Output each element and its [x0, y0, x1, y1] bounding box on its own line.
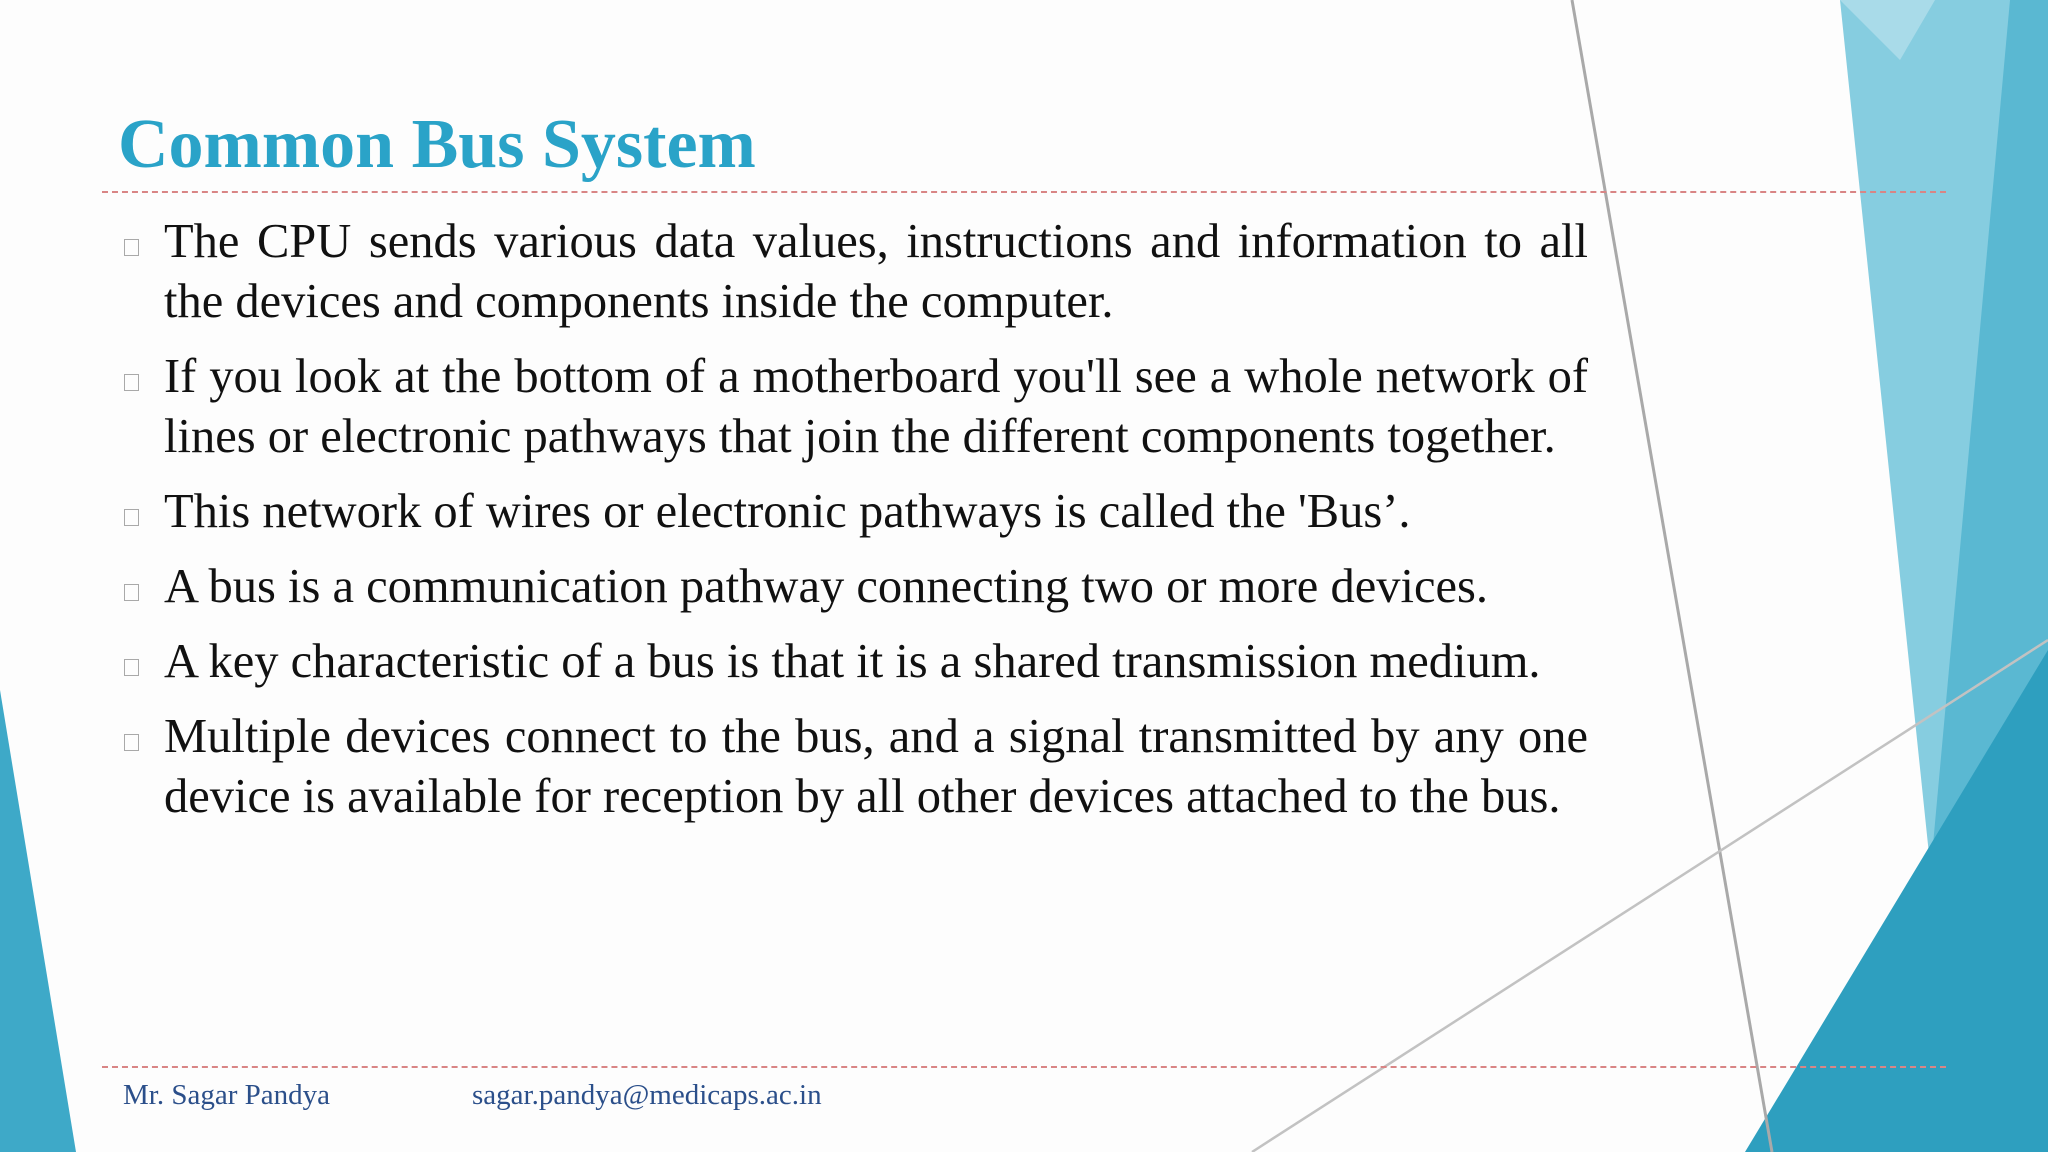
bullet-item — [120, 482, 1588, 542]
square-bullet-icon — [124, 734, 139, 751]
bullet-text: If you look at the bottom of a motherboard you'll see a whole network of lines or electronic pathways that join the different components together. — [164, 350, 1588, 463]
diagonal-line-1 — [1572, 0, 1772, 1152]
bullet-text: A key characteristic of a bus is that it is a shared transmission medium. — [164, 635, 1541, 688]
square-bullet-icon — [124, 509, 139, 526]
slide-title: Common Bus System — [118, 106, 756, 183]
bullet-item — [120, 707, 1588, 827]
bullet-list — [120, 212, 1588, 842]
footer-divider — [102, 1066, 1946, 1068]
square-bullet-icon — [124, 374, 139, 391]
title-divider — [102, 191, 1946, 193]
bullet-text: Multiple devices connect to the bus, and a signal transmitted by any one device is available for reception by all other devices attached to the bus. — [164, 710, 1588, 823]
square-bullet-icon — [124, 659, 139, 676]
bullet-text: The CPU sends various data values, instructions and information to all the devices and components inside the computer. — [164, 215, 1588, 328]
bullet-item — [120, 347, 1588, 467]
square-bullet-icon — [124, 584, 139, 601]
bullet-text: A bus is a communication pathway connecting two or more devices. — [164, 560, 1488, 613]
bullet-item — [120, 632, 1588, 692]
right-dark-triangle — [1745, 650, 2048, 1152]
bullet-item — [120, 557, 1588, 617]
left-teal-panel — [0, 690, 76, 1152]
footer-author: Mr. Sagar Pandya — [123, 1079, 330, 1111]
bullet-item — [120, 212, 1588, 332]
bullet-text: This network of wires or electronic pathways is called the 'Bus’. — [164, 485, 1411, 538]
square-bullet-icon — [124, 239, 139, 256]
footer-email: sagar.pandya@medicaps.ac.in — [472, 1079, 822, 1111]
